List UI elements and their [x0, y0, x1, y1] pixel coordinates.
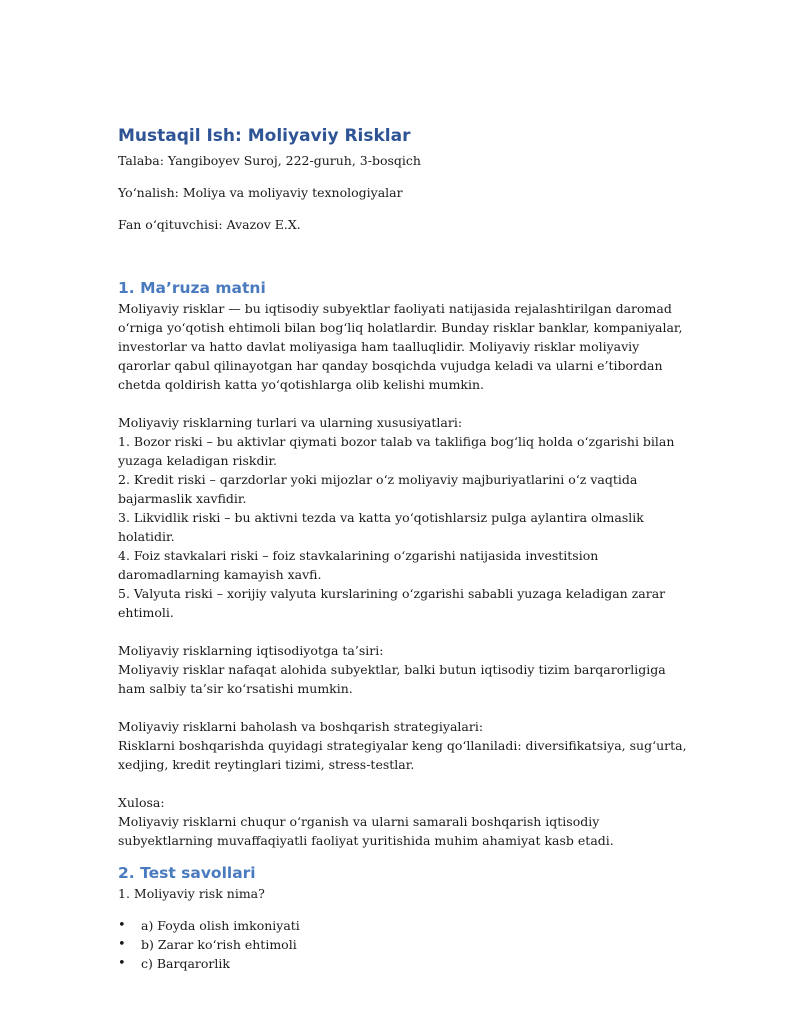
section-heading-lecture: 1. Ma’ruza matni [118, 279, 266, 297]
spacer [118, 622, 688, 641]
conclusion-text: Moliyaviy risklarni chuqur o‘rganish va ularni samarali boshqarish iqtisodiy subyektlarning muvaffaqiyatli faoliyat yuritishida muhim ahamiyat kasb etadi. [118, 814, 614, 848]
document-page [118, 124, 688, 973]
risk-type-item: 5. Valyuta riski – xorijiy valyuta kurslarining o‘zgarishi sababli yuzaga keladigan zarar ehtimoli. [118, 586, 666, 620]
teacher-info: Fan o‘qituvchisi: Avazov E.X. [118, 217, 301, 232]
risk-type-item: 3. Likvidlik riski – bu aktivni tezda va katta yo‘qotishlarsiz pulga aylantira olmaslik holatidir. [118, 510, 644, 544]
spacer [118, 234, 688, 277]
spacer [118, 698, 688, 717]
answer-options-list [118, 916, 688, 973]
conclusion-heading: Xulosa: [118, 795, 165, 810]
spacer [118, 850, 688, 862]
bullet-icon: • [118, 937, 126, 952]
risk-type-item: 1. Bozor riski – bu aktivlar qiymati bozor talab va taklifiga bog‘liq holda o‘zgarishi bilan yuzaga keladigan riskdir. [118, 434, 675, 468]
answer-option [118, 954, 688, 973]
direction-info: Yo‘nalish: Moliya va moliyaviy texnologiyalar [118, 185, 403, 200]
answer-option-label: c) Barqarorlik [141, 956, 230, 971]
impact-heading: Moliyaviy risklarning iqtisodiyotga ta’siri: [118, 643, 384, 658]
bullet-icon: • [118, 918, 126, 933]
student-info: Talaba: Yangiboyev Suroj, 222-guruh, 3-bosqich [118, 153, 421, 168]
impact-text: Moliyaviy risklar nafaqat alohida subyektlar, balki butun iqtisodiy tizim barqarorligiga ham salbiy ta’sir ko‘rsatishi mumkin. [118, 662, 666, 696]
bullet-icon: • [118, 956, 126, 971]
answer-option [118, 916, 688, 935]
answer-option-label: a) Foyda olish imkoniyati [141, 918, 300, 933]
test-question: 1. Moliyaviy risk nima? [118, 886, 265, 901]
risk-type-item: 4. Foiz stavkalari riski – foiz stavkalarining o‘zgarishi natijasida investitsion daromadlarning kamayish xavfi. [118, 548, 599, 582]
strategy-heading: Moliyaviy risklarni baholash va boshqarish strategiyalari: [118, 719, 484, 734]
answer-option-label: b) Zarar ko‘rish ehtimoli [141, 937, 297, 952]
answer-option [118, 935, 688, 954]
section-heading-test: 2. Test savollari [118, 864, 256, 882]
risk-types-heading: Moliyaviy risklarning turlari va ularning xususiyatlari: [118, 415, 463, 430]
lecture-intro: Moliyaviy risklar — bu iqtisodiy subyektlar faoliyati natijasida rejalashtirilgan daromad o‘rniga yo‘qotish ehtimoli bilan bog‘liq holatlardir. Bunday risklar banklar, kompaniyalar, investorlar va hatto davlat moliyasiga ham taalluqlidir. Moliyaviy risklar moliyaviy qarorlar qabul qilinayotgan har qanday bosqichda vujudga keladi va ularni e’tibordan chetda qoldirish katta yo‘qotishlarga olib kelishi mumkin. [118, 301, 683, 392]
document-title: Mustaqil Ish: Moliyaviy Risklar [118, 126, 411, 146]
spacer [118, 774, 688, 793]
spacer [118, 394, 688, 413]
risk-type-item: 2. Kredit riski – qarzdorlar yoki mijozlar o‘z moliyaviy majburiyatlarini o‘z vaqtida bajarmaslik xavfidir. [118, 472, 638, 506]
strategy-text: Risklarni boshqarishda quyidagi strategiyalar keng qo‘llaniladi: diversifikatsiya, sug‘urta, xedjing, kredit reytinglari tizimi, stress-testlar. [118, 738, 687, 772]
